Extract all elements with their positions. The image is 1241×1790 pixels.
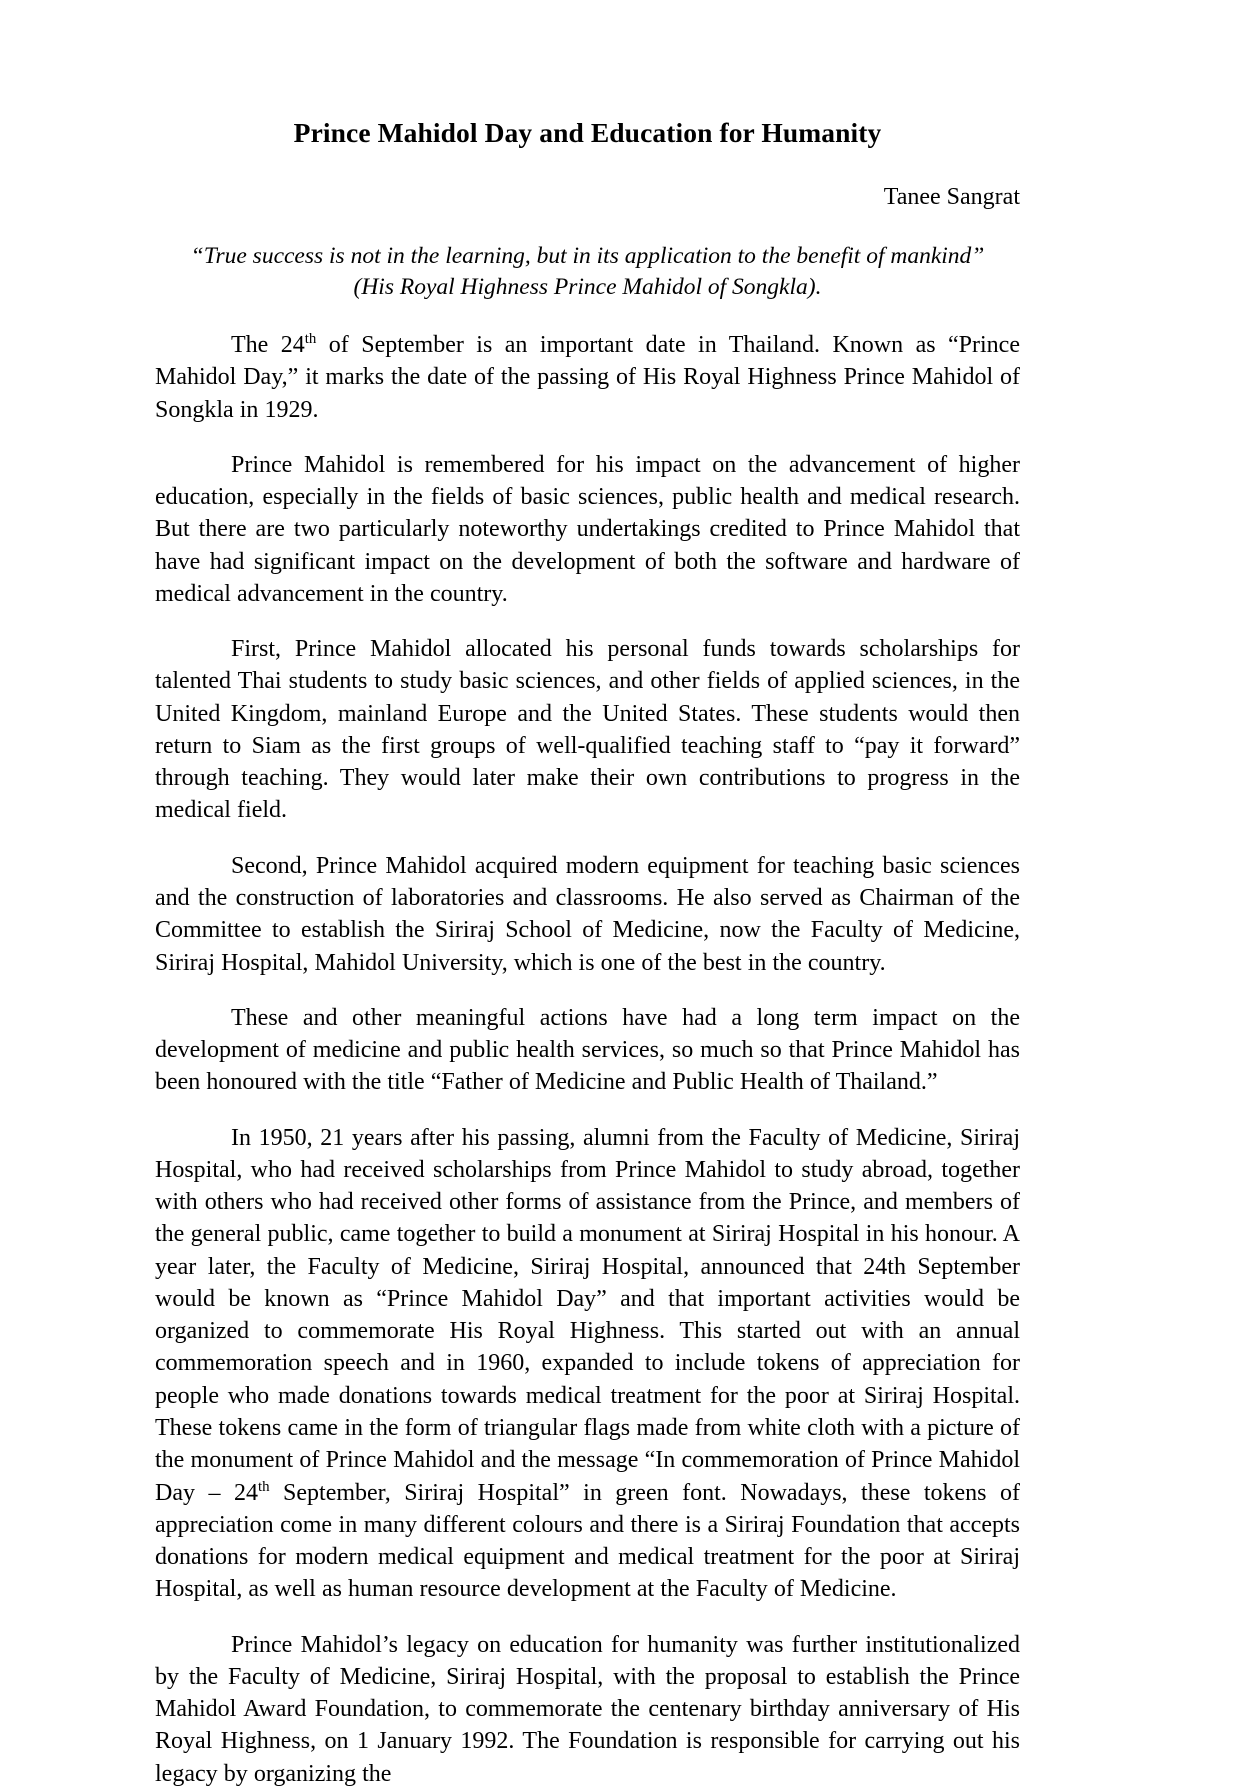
body-paragraph: Second, Prince Mahidol acquired modern equipment for teaching basic sciences and the construction of laboratories and classrooms. He also served as Chairman of the Committee to establish the Siriraj School of Medicine, now the Faculty of Medicine, Siriraj Hospital, Mahidol University, which is one of the best in the country. [155,852,1020,976]
body-paragraph: Prince Mahidol is remembered for his impact on the advancement of higher education, especially in the fields of basic sciences, public health and medical research. But there are two particularly noteworthy undertakings credited to Prince Mahidol that have had significant impact on the development of both the software and hardware of medical advancement in the country. [155,451,1020,607]
body-paragraph: Prince Mahidol’s legacy on education for humanity was further institutionalized by the Faculty of Medicine, Siriraj Hospital, with the proposal to establish the Prince Mahidol Award Foundation, to commemorate the centenary birthday anniversary of His Royal Highness, on 1 January 1992. The Foundation is responsible for carrying out his legacy by organizing the [155,1631,1020,1787]
epigraph-attribution: (His Royal Highness Prince Mahidol of Songkla). [353,274,822,301]
epigraph-block [155,241,1020,303]
ordinal-superscript: th [304,331,317,348]
author-byline: Tanee Sangrat [883,184,1020,210]
page-title: Prince Mahidol Day and Education for Humanity [293,117,882,148]
body-paragraph: These and other meaningful actions have had a long term impact on the development of medicine and public health services, so much so that Prince Mahidol has been honoured with the title “Father of Medicine and Public Health of Thailand.” [155,1004,1020,1096]
body-paragraph: The 24th of September is an important date in Thailand. Known as “Prince Mahidol Day,” it marks the date of the passing of His Royal Highness Prince Mahidol of Songkla in 1929. [155,331,1020,423]
body-paragraph: In 1950, 21 years after his passing, alumni from the Faculty of Medicine, Siriraj Hospital, who had received scholarships from Prince Mahidol to study abroad, together with others who had received other forms of assistance from the Prince, and members of the general public, came together to build a monument at Siriraj Hospital in his honour. A year later, the Faculty of Medicine, Siriraj Hospital, announced that 24th September would be known as “Prince Mahidol Day” and that important activities would be organized to commemorate His Royal Highness. This started out with an annual commemoration speech and in 1960, expanded to include tokens of appreciation for people who made donations towards medical treatment for the poor at Siriraj Hospital. These tokens came in the form of triangular flags made from white cloth with a picture of the monument of Prince Mahidol and the message “In commemoration of Prince Mahidol Day – 24th September, Siriraj Hospital” in green font. Nowadays, these tokens of appreciation come in many different colours and there is a Siriraj Foundation that accepts donations for modern medical equipment and medical treatment for the poor at Siriraj Hospital, as well as human resource development at the Faculty of Medicine. [155,1124,1020,1603]
epigraph-quote: “True success is not in the learning, but in its application to the benefit of mankind” [190,243,985,269]
body-paragraph: First, Prince Mahidol allocated his personal funds towards scholarships for talented Thai students to study basic sciences, and other fields of applied sciences, in the United Kingdom, mainland Europe and the United States. These students would then return to Siam as the first groups of well-qualified teaching staff to “pay it forward” through teaching. They would later make their own contributions to progress in the medical field. [155,636,1020,824]
ordinal-superscript: th [257,1478,270,1495]
document-body [155,329,1020,1790]
